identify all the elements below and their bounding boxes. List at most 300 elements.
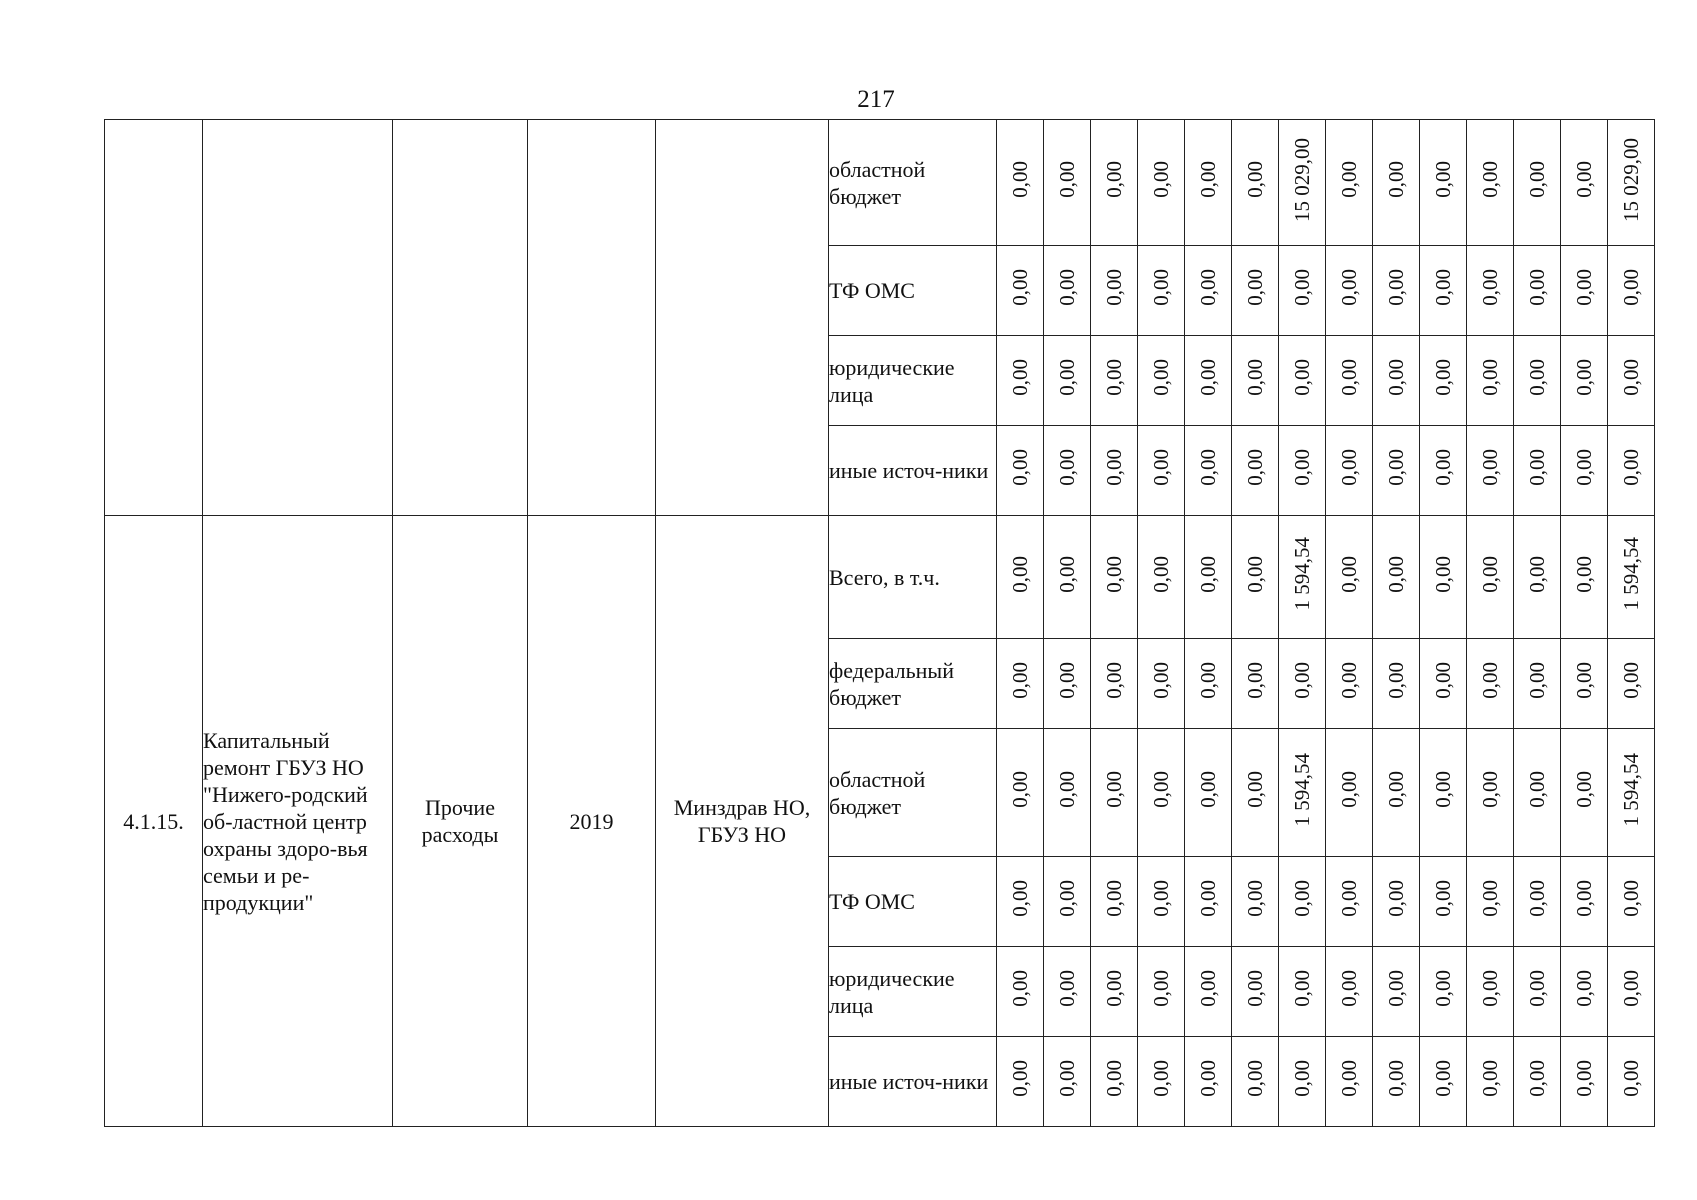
amount-cell <box>1044 336 1091 426</box>
amount-cell <box>997 516 1044 639</box>
amount-value: 0,00 <box>1148 269 1173 306</box>
amount-cell <box>1420 857 1467 947</box>
amount-value: 0,00 <box>1524 970 1549 1007</box>
amount-value: 0,00 <box>1524 880 1549 917</box>
amount-value: 0,00 <box>1524 662 1549 699</box>
amount-value: 0,00 <box>1007 161 1032 198</box>
funding-source-label: Всего, в т.ч. <box>829 516 997 639</box>
amount-value: 0,00 <box>1007 449 1032 486</box>
amount-value: 0,00 <box>1289 1060 1314 1097</box>
amount-value: 0,00 <box>1242 662 1267 699</box>
amount-cell <box>1185 1037 1232 1127</box>
amount-cell <box>1138 729 1185 857</box>
amount-value: 0,00 <box>1430 771 1455 808</box>
amount-cell <box>1138 947 1185 1037</box>
amount-value: 0,00 <box>1148 161 1173 198</box>
amount-value: 0,00 <box>1477 269 1502 306</box>
funding-source-label: ТФ ОМС <box>829 246 997 336</box>
amount-cell <box>1561 857 1608 947</box>
amount-cell <box>1044 426 1091 516</box>
amount-cell <box>1373 336 1420 426</box>
amount-cell <box>1608 246 1655 336</box>
item-year: 2019 <box>528 516 656 1127</box>
amount-cell <box>1561 729 1608 857</box>
amount-cell <box>1091 1037 1138 1127</box>
amount-value: 0,00 <box>1054 880 1079 917</box>
amount-value: 0,00 <box>1618 662 1643 699</box>
amount-value: 0,00 <box>1618 359 1643 396</box>
amount-value: 0,00 <box>1148 359 1173 396</box>
amount-value: 0,00 <box>1242 1060 1267 1097</box>
amount-cell <box>1185 516 1232 639</box>
amount-cell <box>1608 729 1655 857</box>
amount-value: 0,00 <box>1195 880 1220 917</box>
amount-cell <box>1514 516 1561 639</box>
amount-cell <box>1185 639 1232 729</box>
amount-value: 0,00 <box>1195 359 1220 396</box>
amount-value: 0,00 <box>1101 771 1126 808</box>
amount-value: 0,00 <box>1430 880 1455 917</box>
amount-value: 0,00 <box>1383 1060 1408 1097</box>
amount-cell <box>1232 426 1279 516</box>
amount-value: 15 029,00 <box>1289 137 1314 222</box>
amount-cell <box>1091 729 1138 857</box>
amount-value: 0,00 <box>1054 449 1079 486</box>
amount-value: 0,00 <box>1007 880 1032 917</box>
amount-cell <box>1185 336 1232 426</box>
amount-value: 0,00 <box>1383 161 1408 198</box>
amount-cell <box>1514 1037 1561 1127</box>
amount-value: 0,00 <box>1336 970 1361 1007</box>
amount-value: 0,00 <box>1571 161 1596 198</box>
amount-cell <box>1514 729 1561 857</box>
amount-cell <box>1138 246 1185 336</box>
amount-value: 0,00 <box>1336 161 1361 198</box>
amount-value: 0,00 <box>1054 269 1079 306</box>
amount-cell <box>1608 639 1655 729</box>
amount-cell <box>1091 336 1138 426</box>
amount-cell <box>1326 516 1373 639</box>
amount-cell <box>1279 729 1326 857</box>
amount-cell <box>997 947 1044 1037</box>
amount-value: 0,00 <box>1054 1060 1079 1097</box>
amount-value: 0,00 <box>1430 970 1455 1007</box>
amount-cell <box>1467 639 1514 729</box>
amount-cell <box>997 639 1044 729</box>
amount-value: 0,00 <box>1524 555 1549 593</box>
amount-cell <box>1608 120 1655 246</box>
amount-value: 0,00 <box>1054 555 1079 593</box>
amount-cell <box>1185 857 1232 947</box>
amount-value: 0,00 <box>1524 161 1549 198</box>
amount-cell <box>997 729 1044 857</box>
amount-value: 0,00 <box>1195 1060 1220 1097</box>
funding-source-label: областной бюджет <box>829 120 997 246</box>
amount-cell <box>1326 1037 1373 1127</box>
amount-value: 0,00 <box>1054 359 1079 396</box>
amount-value: 0,00 <box>1148 970 1173 1007</box>
amount-cell <box>1467 947 1514 1037</box>
amount-cell <box>1044 516 1091 639</box>
amount-value: 0,00 <box>1383 880 1408 917</box>
amount-value: 0,00 <box>1007 662 1032 699</box>
amount-cell <box>1138 1037 1185 1127</box>
amount-value: 0,00 <box>1195 555 1220 593</box>
amount-value: 0,00 <box>1571 880 1596 917</box>
amount-value: 0,00 <box>1195 269 1220 306</box>
amount-cell <box>1514 947 1561 1037</box>
amount-cell <box>1420 1037 1467 1127</box>
amount-cell <box>1561 947 1608 1037</box>
amount-cell <box>1373 947 1420 1037</box>
amount-cell <box>1608 857 1655 947</box>
amount-value: 0,00 <box>1477 970 1502 1007</box>
amount-value: 0,00 <box>1242 269 1267 306</box>
amount-cell <box>1138 120 1185 246</box>
amount-cell <box>1561 639 1608 729</box>
amount-value: 0,00 <box>1289 662 1314 699</box>
amount-cell <box>997 336 1044 426</box>
amount-value: 0,00 <box>1571 359 1596 396</box>
amount-cell <box>1608 516 1655 639</box>
funding-source-label: ТФ ОМС <box>829 857 997 947</box>
amount-value: 0,00 <box>1430 1060 1455 1097</box>
amount-cell <box>1467 1037 1514 1127</box>
amount-value: 0,00 <box>1289 359 1314 396</box>
amount-value: 0,00 <box>1571 771 1596 808</box>
amount-cell <box>1044 857 1091 947</box>
amount-value: 0,00 <box>1524 449 1549 486</box>
funding-source-label: юридические лица <box>829 947 997 1037</box>
amount-cell <box>1185 947 1232 1037</box>
amount-value: 0,00 <box>1477 161 1502 198</box>
amount-cell <box>1185 729 1232 857</box>
amount-cell <box>1232 1037 1279 1127</box>
amount-cell <box>1326 120 1373 246</box>
amount-cell <box>1373 246 1420 336</box>
amount-value: 0,00 <box>1336 269 1361 306</box>
amount-cell <box>997 1037 1044 1127</box>
amount-value: 0,00 <box>1148 555 1173 593</box>
amount-cell <box>1608 947 1655 1037</box>
amount-value: 0,00 <box>1007 1060 1032 1097</box>
amount-cell <box>1420 947 1467 1037</box>
amount-value: 0,00 <box>1571 269 1596 306</box>
amount-cell <box>1279 857 1326 947</box>
amount-cell <box>1608 426 1655 516</box>
amount-value: 0,00 <box>1101 880 1126 917</box>
amount-cell <box>1138 857 1185 947</box>
amount-cell <box>1232 729 1279 857</box>
amount-cell <box>1138 336 1185 426</box>
amount-value: 0,00 <box>1336 449 1361 486</box>
amount-cell <box>1467 729 1514 857</box>
amount-cell <box>1279 120 1326 246</box>
amount-value: 0,00 <box>1007 771 1032 808</box>
amount-cell <box>1138 516 1185 639</box>
amount-cell <box>997 246 1044 336</box>
amount-value: 0,00 <box>1289 269 1314 306</box>
amount-value: 0,00 <box>1007 269 1032 306</box>
amount-cell <box>1232 857 1279 947</box>
amount-cell <box>1091 857 1138 947</box>
amount-value: 0,00 <box>1242 449 1267 486</box>
amount-cell <box>1232 120 1279 246</box>
amount-value: 0,00 <box>1101 555 1126 593</box>
amount-cell <box>997 426 1044 516</box>
amount-cell <box>1232 336 1279 426</box>
funding-source-label: областной бюджет <box>829 729 997 857</box>
amount-value: 0,00 <box>1524 1060 1549 1097</box>
table-row <box>105 516 1655 639</box>
amount-cell <box>1185 426 1232 516</box>
amount-value: 0,00 <box>1618 880 1643 917</box>
amount-cell <box>1514 120 1561 246</box>
amount-cell <box>1044 729 1091 857</box>
amount-cell <box>1138 426 1185 516</box>
amount-value: 0,00 <box>1524 771 1549 808</box>
amount-value: 0,00 <box>1054 662 1079 699</box>
amount-value: 0,00 <box>1618 1060 1643 1097</box>
amount-cell <box>1279 426 1326 516</box>
amount-cell <box>1326 336 1373 426</box>
amount-cell <box>1467 246 1514 336</box>
amount-value: 0,00 <box>1430 555 1455 593</box>
amount-value: 0,00 <box>1571 970 1596 1007</box>
amount-cell <box>1138 639 1185 729</box>
amount-value: 0,00 <box>1289 449 1314 486</box>
amount-cell <box>1561 120 1608 246</box>
amount-value: 0,00 <box>1571 1060 1596 1097</box>
amount-value: 0,00 <box>1571 555 1596 593</box>
amount-value: 0,00 <box>1477 449 1502 486</box>
funding-source-label: иные источ-ники <box>829 426 997 516</box>
amount-cell <box>1326 729 1373 857</box>
amount-cell <box>1420 729 1467 857</box>
amount-value: 0,00 <box>1148 662 1173 699</box>
amount-cell <box>1326 246 1373 336</box>
amount-cell <box>1514 426 1561 516</box>
amount-value: 0,00 <box>1101 359 1126 396</box>
amount-cell <box>1561 1037 1608 1127</box>
page-number: 217 <box>857 86 895 113</box>
amount-value: 0,00 <box>1430 359 1455 396</box>
amount-cell <box>1467 120 1514 246</box>
item-number-cell <box>105 120 203 516</box>
amount-value: 0,00 <box>1336 662 1361 699</box>
amount-cell <box>1514 336 1561 426</box>
amount-value: 0,00 <box>1336 359 1361 396</box>
amount-cell <box>1514 857 1561 947</box>
executor-cell <box>656 120 829 516</box>
amount-value: 0,00 <box>1007 359 1032 396</box>
amount-cell <box>1420 426 1467 516</box>
amount-value: 0,00 <box>1195 970 1220 1007</box>
amount-value: 1 594,54 <box>1289 752 1314 827</box>
amount-value: 0,00 <box>1430 449 1455 486</box>
amount-cell <box>1326 639 1373 729</box>
amount-value: 0,00 <box>1477 359 1502 396</box>
funding-source-label: юридические лица <box>829 336 997 426</box>
amount-cell <box>1279 1037 1326 1127</box>
amount-value: 0,00 <box>1336 1060 1361 1097</box>
amount-value: 0,00 <box>1618 449 1643 486</box>
amount-value: 0,00 <box>1242 880 1267 917</box>
amount-value: 1 594,54 <box>1289 537 1314 611</box>
amount-cell <box>1373 516 1420 639</box>
amount-cell <box>1467 336 1514 426</box>
amount-value: 0,00 <box>1524 269 1549 306</box>
amount-cell <box>1420 120 1467 246</box>
item-name: Капитальный ремонт ГБУЗ НО "Нижего-родский об-ластной центр охраны здоро-вья семьи и ре-продукции" <box>203 516 393 1127</box>
amount-cell <box>1044 639 1091 729</box>
amount-cell <box>1044 246 1091 336</box>
amount-value: 0,00 <box>1242 970 1267 1007</box>
amount-cell <box>1561 246 1608 336</box>
amount-cell <box>1091 120 1138 246</box>
amount-cell <box>1373 1037 1420 1127</box>
amount-value: 0,00 <box>1054 771 1079 808</box>
amount-cell <box>1561 336 1608 426</box>
amount-value: 0,00 <box>1101 1060 1126 1097</box>
amount-cell <box>1185 120 1232 246</box>
amount-value: 0,00 <box>1618 269 1643 306</box>
amount-value: 0,00 <box>1336 880 1361 917</box>
amount-value: 0,00 <box>1336 771 1361 808</box>
amount-cell <box>1420 516 1467 639</box>
amount-cell <box>1091 947 1138 1037</box>
amount-cell <box>1326 947 1373 1037</box>
amount-value: 0,00 <box>1148 1060 1173 1097</box>
amount-cell <box>1514 246 1561 336</box>
amount-value: 0,00 <box>1242 555 1267 593</box>
amount-value: 0,00 <box>1242 359 1267 396</box>
amount-cell <box>1279 336 1326 426</box>
amount-cell <box>1279 639 1326 729</box>
amount-value: 0,00 <box>1195 161 1220 198</box>
amount-value: 0,00 <box>1289 970 1314 1007</box>
amount-value: 0,00 <box>1148 449 1173 486</box>
table-row <box>105 120 1655 246</box>
amount-value: 0,00 <box>1101 662 1126 699</box>
amount-cell <box>1467 426 1514 516</box>
amount-cell <box>1232 947 1279 1037</box>
amount-cell <box>1044 120 1091 246</box>
amount-cell <box>1608 1037 1655 1127</box>
amount-value: 0,00 <box>1242 771 1267 808</box>
amount-value: 0,00 <box>1383 662 1408 699</box>
amount-cell <box>1232 639 1279 729</box>
amount-cell <box>1279 246 1326 336</box>
amount-value: 0,00 <box>1101 269 1126 306</box>
amount-value: 1 594,54 <box>1618 752 1643 827</box>
amount-value: 0,00 <box>1430 269 1455 306</box>
amount-cell <box>997 120 1044 246</box>
amount-cell <box>1373 639 1420 729</box>
amount-value: 0,00 <box>1148 880 1173 917</box>
amount-cell <box>1561 426 1608 516</box>
amount-cell <box>1373 729 1420 857</box>
amount-cell <box>1420 336 1467 426</box>
amount-value: 0,00 <box>1430 662 1455 699</box>
amount-value: 0,00 <box>1383 449 1408 486</box>
amount-value: 0,00 <box>1336 555 1361 593</box>
amount-cell <box>1608 336 1655 426</box>
amount-cell <box>1514 639 1561 729</box>
amount-cell <box>1091 246 1138 336</box>
amount-value: 0,00 <box>1618 970 1643 1007</box>
amount-value: 0,00 <box>1195 771 1220 808</box>
amount-value: 0,00 <box>1007 555 1032 593</box>
amount-value: 0,00 <box>1477 880 1502 917</box>
amount-cell <box>1420 246 1467 336</box>
amount-value: 0,00 <box>1571 662 1596 699</box>
amount-value: 0,00 <box>1477 555 1502 593</box>
amount-value: 0,00 <box>1289 880 1314 917</box>
amount-value: 0,00 <box>1383 771 1408 808</box>
amount-value: 15 029,00 <box>1618 137 1643 222</box>
amount-value: 0,00 <box>1383 359 1408 396</box>
amount-cell <box>1232 246 1279 336</box>
amount-cell <box>1044 1037 1091 1127</box>
amount-value: 0,00 <box>1242 161 1267 198</box>
item-name-cell <box>203 120 393 516</box>
item-executor: Минздрав НО, ГБУЗ НО <box>656 516 829 1127</box>
amount-value: 0,00 <box>1477 771 1502 808</box>
amount-value: 0,00 <box>1430 161 1455 198</box>
amount-cell <box>1044 947 1091 1037</box>
amount-cell <box>1232 516 1279 639</box>
amount-cell <box>1279 947 1326 1037</box>
amount-cell <box>1279 516 1326 639</box>
amount-value: 0,00 <box>1524 359 1549 396</box>
funding-source-label: федеральный бюджет <box>829 639 997 729</box>
amount-cell <box>1467 857 1514 947</box>
item-number: 4.1.15. <box>105 516 203 1127</box>
amount-cell <box>1373 120 1420 246</box>
amount-value: 0,00 <box>1148 771 1173 808</box>
amount-value: 0,00 <box>1101 449 1126 486</box>
amount-cell <box>1091 516 1138 639</box>
amount-value: 0,00 <box>1101 161 1126 198</box>
amount-value: 0,00 <box>1195 449 1220 486</box>
amount-cell <box>1326 857 1373 947</box>
amount-value: 0,00 <box>1383 269 1408 306</box>
amount-value: 0,00 <box>1054 970 1079 1007</box>
amount-cell <box>997 857 1044 947</box>
amount-value: 0,00 <box>1383 970 1408 1007</box>
amount-cell <box>1561 516 1608 639</box>
amount-value: 0,00 <box>1383 555 1408 593</box>
amount-value: 0,00 <box>1101 970 1126 1007</box>
amount-cell <box>1326 426 1373 516</box>
expense-kind: Прочие расходы <box>393 516 528 1127</box>
year-cell <box>528 120 656 516</box>
amount-cell <box>1091 639 1138 729</box>
amount-cell <box>1091 426 1138 516</box>
amount-value: 0,00 <box>1054 161 1079 198</box>
amount-value: 0,00 <box>1477 662 1502 699</box>
expense-kind-cell <box>393 120 528 516</box>
amount-value: 0,00 <box>1477 1060 1502 1097</box>
amount-cell <box>1467 516 1514 639</box>
amount-cell <box>1420 639 1467 729</box>
amount-value: 1 594,54 <box>1618 537 1643 611</box>
funding-source-label: иные источ-ники <box>829 1037 997 1127</box>
budget-table <box>104 119 1655 1127</box>
amount-value: 0,00 <box>1571 449 1596 486</box>
amount-cell <box>1373 857 1420 947</box>
